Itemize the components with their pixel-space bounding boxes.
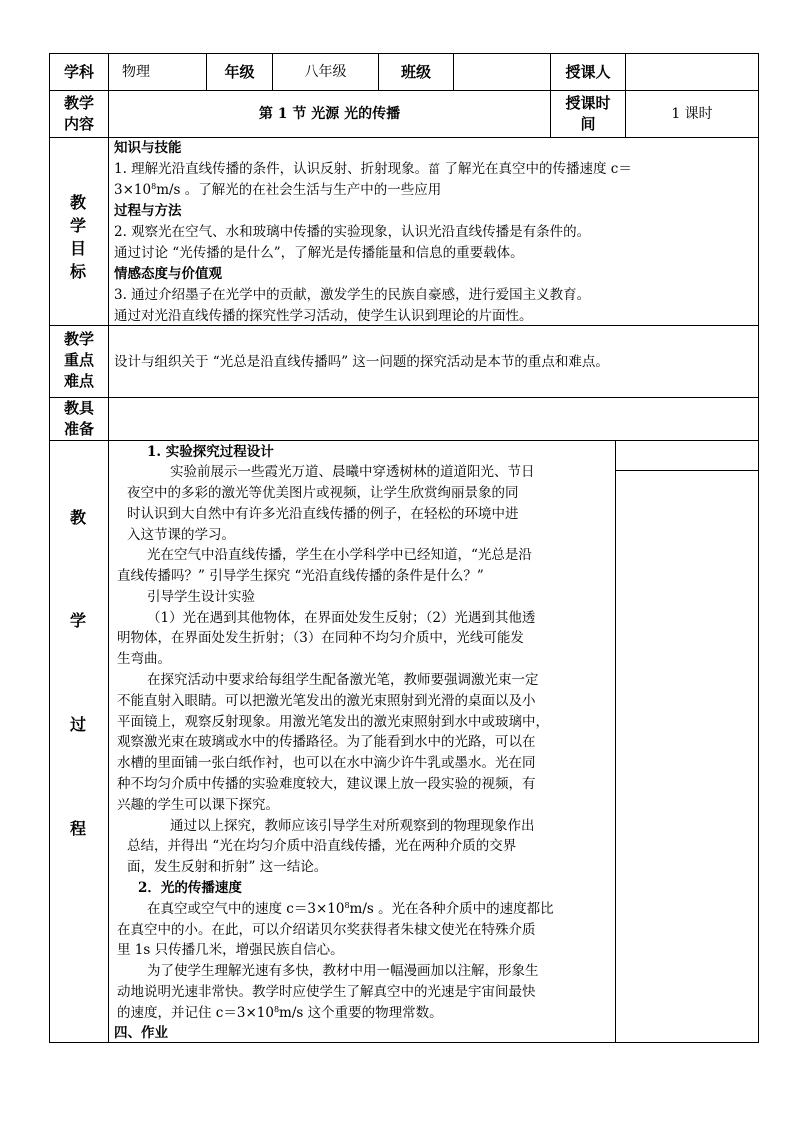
process-line: 种不均匀介质中传播的实验难度较大，建议课上放一段实验的视频，有 [117, 776, 536, 792]
teacher-value [626, 54, 758, 90]
process-heading-experiment: 1. 实验探究过程设计 [147, 444, 274, 460]
process-heading-homework: 四、作业 [114, 1025, 168, 1041]
process-line: （1）光在遇到其他物体，在界面处发生反射；（2）光遇到其他透 [147, 610, 536, 626]
process-line: 水槽的里面铺一张白纸作衬，也可以在水中滴少许牛乳或墨水。光在同 [117, 755, 536, 771]
teacher-label: 授课人 [565, 63, 611, 81]
process-heading-speed: 2．光的传播速度 [138, 880, 242, 896]
process-line: 动地说明光速非常快。教学时应使学生了解真空中的光速是宇宙间最快 [117, 984, 536, 1000]
time-label: 授课时 间 [565, 94, 611, 133]
process-line: 为了使学生理解光速有多快，教材中用一幅漫画加以注解，形象生 [147, 963, 539, 979]
content-label: 教学 内容 [63, 94, 94, 133]
process-line: 在真空中的小。在此，可以介绍诺贝尔奖获得者朱棣文使光在特殊介质 [117, 922, 536, 938]
process-line: 明物体，在界面处发生折射；（3）在同种不均匀介质中，光线可能发 [117, 630, 524, 646]
subject-value: 物理 [122, 64, 150, 80]
keypoints-label: 教学 重点 难点 [63, 330, 94, 390]
process-line: 总结，并得出 “光在均匀介质中沿直线传播，光在两种介质的交界 [127, 838, 517, 854]
lesson-title: 第 1 节 光源 光的传播 [258, 106, 401, 122]
process-line: 的速度，并记住 $c=3\times 10^8m/s$ 这个重要的物理常数。 [117, 1005, 443, 1021]
process-line: 兴趣的学生可以课下探究。 [117, 797, 279, 813]
process-line: 引导学生设计实验 [147, 589, 255, 605]
goals-heading-knowledge: 知识与技能 [114, 140, 182, 156]
grade-value: 八年级 [304, 64, 347, 80]
goals-line: 2. 观察光在空气、水和玻璃中传播的实验现象，认识光沿直线传播是有条件的。 [114, 224, 591, 240]
goals-line: 通过对光沿直线传播的探究性学习活动，使学生认识到理论的片面性。 [114, 308, 533, 324]
subject-label: 学科 [63, 63, 94, 81]
process-line: 里 1s 只传播几米，增强民族自信心。 [117, 942, 344, 958]
process-line: 时认识到大自然中有许多光沿直线传播的例子，在轻松的环境中进 [127, 506, 519, 522]
goals-heading-process: 过程与方法 [114, 203, 182, 219]
lesson-plan-page: 学科 物理 年级 八年级 班级 授课人 教学 内容 第 1 节 光源 光的传播 授课时 间 1 课时 教 学 目 标 知识与技能 1. 理解光沿直线传播的条件，认识反射、折射现象。菑 了解光在真空中的传播速度 c＝ $3\times 10^8m/s$ 。了解光的在社会生活与生产中的一些应用 过程与方法 2. 观察光在空气、水和玻璃中传播的实验现象，认识光沿直线传播是有条件的。 通过讨论 “光传播的是什么”，了解光是传播能量和信息的重要载体。 情感态度与价值观 3. 通过介绍墨子在光学中的贡献，激发学生的民族自豪感，进行爱国主义教育。 通过对光沿直线传播的探究性学习活动，使学生认识到理论的片面性。 教学 重点 难点 设计与组织关于 “光总是沿直线传播吗” 这一问题的探究活动是本节的重点和难点。 教具 准备 教 学 过 程 1. 实验探究过程设计 实验前展示一些霞光万道、晨曦中穿透树林的道道阳光、节日 夜空中的多彩的激光等优美图片或视频，让学生欣赏绚丽景象的同 时认识到大自然中有许多光沿直线传播的例子，在轻松的环境中进 入这节课的学习。 光在空气中沿直线传播，学生在小学科学中已经知道，“光总是沿 直线传播吗？” 引导学生探究 “光沿直线传播的条件是什么？” 引导学生设计实验 （1）光在遇到其他物体，在界面处发生反射；（2）光遇到其他透 明物体，在界面处发生折射；（3）在同种不均匀介质中，光线可能发 生弯曲。 在探究活动中要求给每组学生配备激光笔，教师要强调激光束一定 不能直射入眼睛。可以把激光笔发出的激光束照射到光滑的桌面以及小 平面镜上，观察反射现象。用激光笔发出的激光束照射到水中或玻璃中， 观察激光束在玻璃或水中的传播路径。为了能看到水中的光路，可以在 水槽的里面铺一张白纸作衬，也可以在水中滴少许牛乳或墨水。光在同 种不均匀介质中传播的实验难度较大，建议课上放一段实验的视频，有 兴趣的学生可以课下探究。 通过以上探究，教师应该引导学生对所观察到的物理现象作出 总结，并得出 “光在均匀介质中沿直线传播，光在两种介质的交界 面，发生反射和折射” 这一结论。 2．光的传播速度 在真空或空气中的速度 $c=3\times 10^8m/s$ 。光在各种介质中的速度都比 在真空中的小。在此，可以介绍诺贝尔奖获得者朱棣文使光在特殊介质 里 1s 只传播几米，增强民族自信心。 为了使学生理解光速有多快，教材中用一幅漫画加以注解，形象生 动地说明光速非常快。教学时应使学生了解真空中的光速是宇宙间最快 的速度，并记住 $c=3\times 10^8m/s$ 这个重要的物理常数。 四、作业 [0, 0, 794, 1123]
process-line: 面，发生反射和折射” 这一结论。 [127, 859, 328, 875]
goals-heading-attitude: 情感态度与价值观 [114, 266, 222, 282]
process-line: 在探究活动中要求给每组学生配备激光笔，教师要强调激光束一定 [147, 672, 539, 688]
process-line: 平面镜上，观察反射现象。用激光笔发出的激光束照射到水中或玻璃中， [117, 714, 549, 730]
process-line: 生弯曲。 [117, 651, 171, 667]
class-label: 班级 [400, 63, 431, 81]
goals-line: 3. 通过介绍墨子在光学中的贡献，激发学生的民族自豪感，进行爱国主义教育。 [114, 287, 591, 303]
process-line: 观察激光束在玻璃或水中的传播路径。为了能看到水中的光路，可以在 [117, 734, 536, 750]
goals-line: $3\times 10^8m/s$ 。了解光的在社会生活与生产中的一些应用 [114, 182, 442, 198]
process-line: 实验前展示一些霞光万道、晨曦中穿透树林的道道阳光、节日 [170, 464, 535, 480]
process-line: 光在空气中沿直线传播，学生在小学科学中已经知道，“光总是沿 [147, 547, 532, 563]
goals-line: 通过讨论 “光传播的是什么”，了解光是传播能量和信息的重要载体。 [114, 245, 524, 261]
keypoints-text: 设计与组织关于 “光总是沿直线传播吗” 这一问题的探究活动是本节的重点和难点。 [114, 354, 609, 370]
process-line: 直线传播吗？” 引导学生探究 “光沿直线传播的条件是什么？” [117, 568, 484, 584]
process-line: 入这节课的学习。 [127, 527, 235, 543]
process-line: 不能直射入眼睛。可以把激光笔发出的激光束照射到光滑的桌面以及小 [117, 693, 536, 709]
time-value: 1 课时 [671, 106, 713, 122]
process-line: 夜空中的多彩的激光等优美图片或视频，让学生欣赏绚丽景象的同 [127, 485, 519, 501]
grade-label: 年级 [224, 63, 255, 81]
tools-label: 教具 准备 [63, 399, 94, 438]
process-line: 通过以上探究，教师应该引导学生对所观察到的物理现象作出 [170, 818, 535, 834]
class-value [454, 54, 550, 90]
goals-line: 1. 理解光沿直线传播的条件，认识反射、折射现象。菑 了解光在真空中的传播速度 c＝ [114, 161, 632, 177]
process-line: 在真空或空气中的速度 $c=3\times 10^8m/s$ 。光在各种介质中的速度都比 [147, 901, 554, 917]
